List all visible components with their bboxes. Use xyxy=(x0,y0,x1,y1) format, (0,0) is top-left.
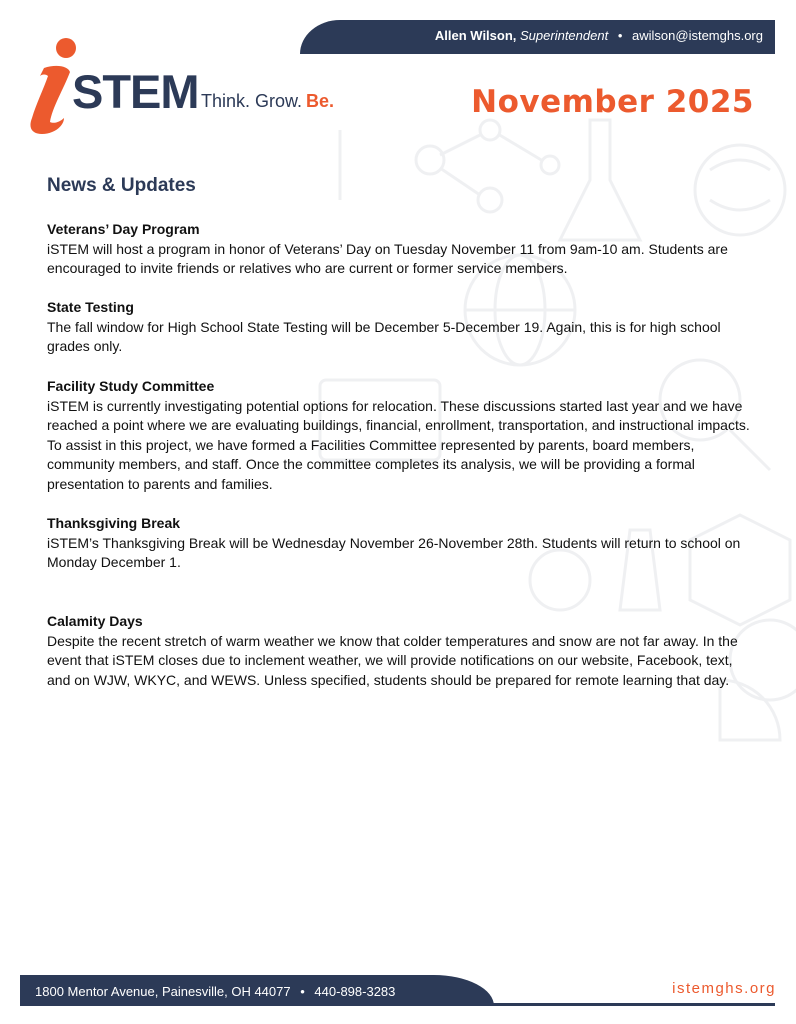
logo-tagline xyxy=(201,91,334,112)
article-title: Calamity Days xyxy=(47,613,143,629)
contact-separator: • xyxy=(617,28,623,43)
street-address: 1800 Mentor Avenue, Painesville, OH 44077 xyxy=(35,984,291,999)
website-link[interactable]: istemghs.org xyxy=(672,980,776,997)
article-state-testing xyxy=(47,298,757,357)
logo-wordmark: STEM xyxy=(72,65,199,118)
article-veterans-day xyxy=(47,220,757,279)
school-address xyxy=(35,984,395,999)
section-title: News & Updates xyxy=(47,175,196,196)
article-body: Despite the recent stretch of warm weather we know that colder temperatures and snow are not far away. In the event that iSTEM closes due to inclement weather, we will provide notifications on our website, Facebook, text, and on WJW, WKYC, and WEWS. Unless specified, students should be prepared for remote learning that day. xyxy=(47,632,738,688)
article-title: State Testing xyxy=(47,299,134,315)
superintendent-contact xyxy=(435,28,763,43)
article-thanksgiving-break xyxy=(47,514,757,573)
article-body: iSTEM will host a program in honor of Veterans’ Day on Tuesday November 11 from 9am-10 am. Students are encouraged to invite friends or relatives who are current or former service members. xyxy=(47,240,728,277)
address-separator: • xyxy=(300,984,305,999)
article-body: iSTEM is currently investigating potential options for relocation. These discussions started last year and we have reached a point where we are evaluating buildings, financial, enrollment, transportation, and instructional impacts. To assist in this project, we have formed a Facilities Committee represented by parents, board members, community members, and staff. Once the committee completes its analysis, we will be providing a formal presentation to parents and families. xyxy=(47,397,750,492)
superintendent-name: Allen Wilson, xyxy=(434,28,517,43)
article-body: The fall window for High School State Testing will be December 5-December 19. Again, this is for high school grades only. xyxy=(47,318,721,355)
background-science-illustrations xyxy=(300,60,796,960)
article-title: Thanksgiving Break xyxy=(47,515,181,531)
logo-tagline-accent: Be. xyxy=(306,91,335,111)
article-title: Facility Study Committee xyxy=(47,378,215,394)
article-title: Veterans’ Day Program xyxy=(47,221,200,237)
article-calamity-days xyxy=(47,612,757,690)
article-body: iSTEM’s Thanksgiving Break will be Wednesday November 26-November 28th. Students will return to school on Monday December 1. xyxy=(47,534,741,571)
istem-logo xyxy=(30,38,350,138)
phone-number[interactable]: 440-898-3283 xyxy=(314,984,396,999)
superintendent-email[interactable]: awilson@istemghs.org xyxy=(632,28,763,43)
newsletter-month: November 2025 xyxy=(471,84,754,120)
superintendent-role: Superintendent xyxy=(520,28,609,43)
logo-tagline-text: Think. Grow. xyxy=(201,91,303,111)
article-facility-study xyxy=(47,377,757,495)
